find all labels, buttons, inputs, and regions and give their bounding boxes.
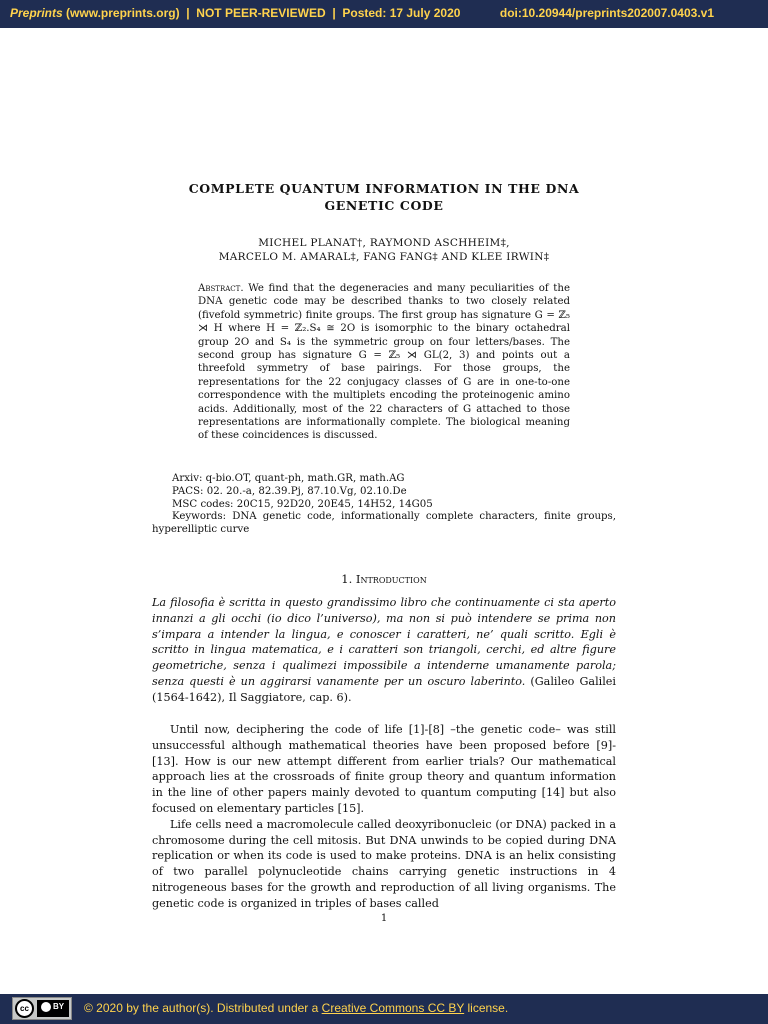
- abstract-text: We find that the degeneracies and many peculiarities of the DNA genetic code may be described thanks to two closely related (fivefold symmetric) finite groups. The first group has signature G = ℤ₅ ⋊ H where H = ℤ₂.S₄ ≅ 2O is isomorphic to the binary octahedral group 2O and S₄ is the symmetric group on four letters/bases. The second group has signature G = ℤ₅ ⋊ GL(2, 3) and points out a threefold symmetry of base pairings. For those groups, the representations for the 22 conjugacy classes of G are in one-to-one correspondence with the multiplets encoding the proteinogenic amino acids. Additionally, most of the 22 characters of G attached to those representations are informationally complete. The biological meaning of these coincidences is discussed.: [198, 283, 570, 442]
- page-number: 1: [380, 913, 388, 924]
- paper-title: [140, 180, 628, 214]
- section-number: 1.: [341, 572, 353, 586]
- cc-by-license-link[interactable]: Creative Commons CC BY: [321, 1001, 465, 1015]
- msc-codes: MSC codes: 20C15, 92D20, 20E45, 14H52, 14G05: [172, 498, 433, 510]
- preprints-brand-link[interactable]: Preprints: [10, 6, 63, 20]
- arxiv-categories: Arxiv: q-bio.OT, quant-ph, math.GR, math.AG: [172, 473, 405, 484]
- quote-attribution: (Galileo Galilei (1564-1642), Il Saggiatore, cap. 6).: [152, 674, 616, 704]
- posted-date: Posted: 17 July 2020: [342, 6, 461, 20]
- epigraph-quote: [152, 595, 616, 706]
- person-icon: [41, 1002, 51, 1012]
- license-statement: [84, 1001, 508, 1015]
- keywords-continuation: hyperelliptic curve: [152, 524, 250, 536]
- pacs-codes: PACS: 02. 20.-a, 82.39.Pj, 87.10.Vg, 02.10.De: [172, 485, 407, 497]
- paragraph: Life cells need a macromolecule called deoxyribonucleic (or DNA) packed in a chromosome during the cell mitosis. But DNA unwinds to be copied during DNA replication or when its code is used to make proteins. DNA is an helix consisting of two parallel polynucleotide chains carrying genetic instructions in 4 nitrogeneous bases for the growth and reproduction of all living organisms. The genetic code is organized in triples of bases called: [152, 817, 616, 910]
- section-heading: [152, 572, 616, 586]
- paragraph: Until now, deciphering the code of life [1]-[8] –the genetic code– was still unsuccessful although mathematical theories have been proposed before [9]-[13]. How is our new attempt different from earlier trials? Our mathematical approach lies at the crossroads of finite group theory and quantum information in the line of other papers mainly devoted to quantum computing [14] but also focused on elementary particles [15].: [152, 723, 616, 815]
- doi-link[interactable]: doi:10.20944/preprints202007.0403.v1: [499, 6, 714, 20]
- license-prefix: © 2020 by the author(s). Distributed under a: [84, 1001, 319, 1015]
- creative-commons-icon: cc: [15, 999, 34, 1018]
- preprints-site-link[interactable]: (www.preprints.org): [66, 6, 180, 20]
- author-line: MICHEL PLANAT†, RAYMOND ASCHHEIM‡,: [258, 237, 510, 249]
- quote-text: La filosofia è scritta in questo grandissimo libro che continuamente ci sta aperto innanzi a gli occhi (io dico l’universo), ma non si può intendere se prima non s’impara a intender la lingua, e conoscer i caratteri, ne’ quali scritto. Egli è scritto in lingua matematica, e i caratteri son triangoli, cerchi, ed altre figure geometriche, senza i qualimezi impossibile a intenderne umanamente parola; senza questi è un aggirarsi vanamente per un oscuro laberinto.: [152, 596, 616, 688]
- preprint-header-bar: [0, 0, 768, 28]
- abstract-heading: Abstract.: [198, 283, 244, 294]
- author-line: MARCELO M. AMARAL‡, FANG FANG‡ AND KLEE IRWIN‡: [218, 251, 550, 263]
- paper-title-line: GENETIC CODE: [324, 198, 444, 213]
- license-suffix: license.: [467, 1001, 509, 1015]
- peer-review-status: NOT PEER-REVIEWED: [196, 6, 326, 20]
- classification-metadata: [152, 473, 616, 537]
- header-separator: |: [332, 6, 336, 20]
- header-left: [10, 6, 460, 20]
- header-separator: |: [186, 6, 190, 20]
- author-list: [140, 236, 628, 264]
- cc-by-license-badge[interactable]: [12, 997, 72, 1020]
- body-text: [152, 722, 616, 912]
- by-label: BY: [53, 1002, 65, 1011]
- section-title: Introduction: [355, 572, 427, 586]
- license-footer-bar: [0, 994, 768, 1024]
- paper-title-line: COMPLETE QUANTUM INFORMATION IN THE DNA: [188, 181, 580, 196]
- keywords-line: Keywords: DNA genetic code, informationally complete characters, finite groups,: [172, 511, 616, 523]
- abstract: [198, 282, 570, 443]
